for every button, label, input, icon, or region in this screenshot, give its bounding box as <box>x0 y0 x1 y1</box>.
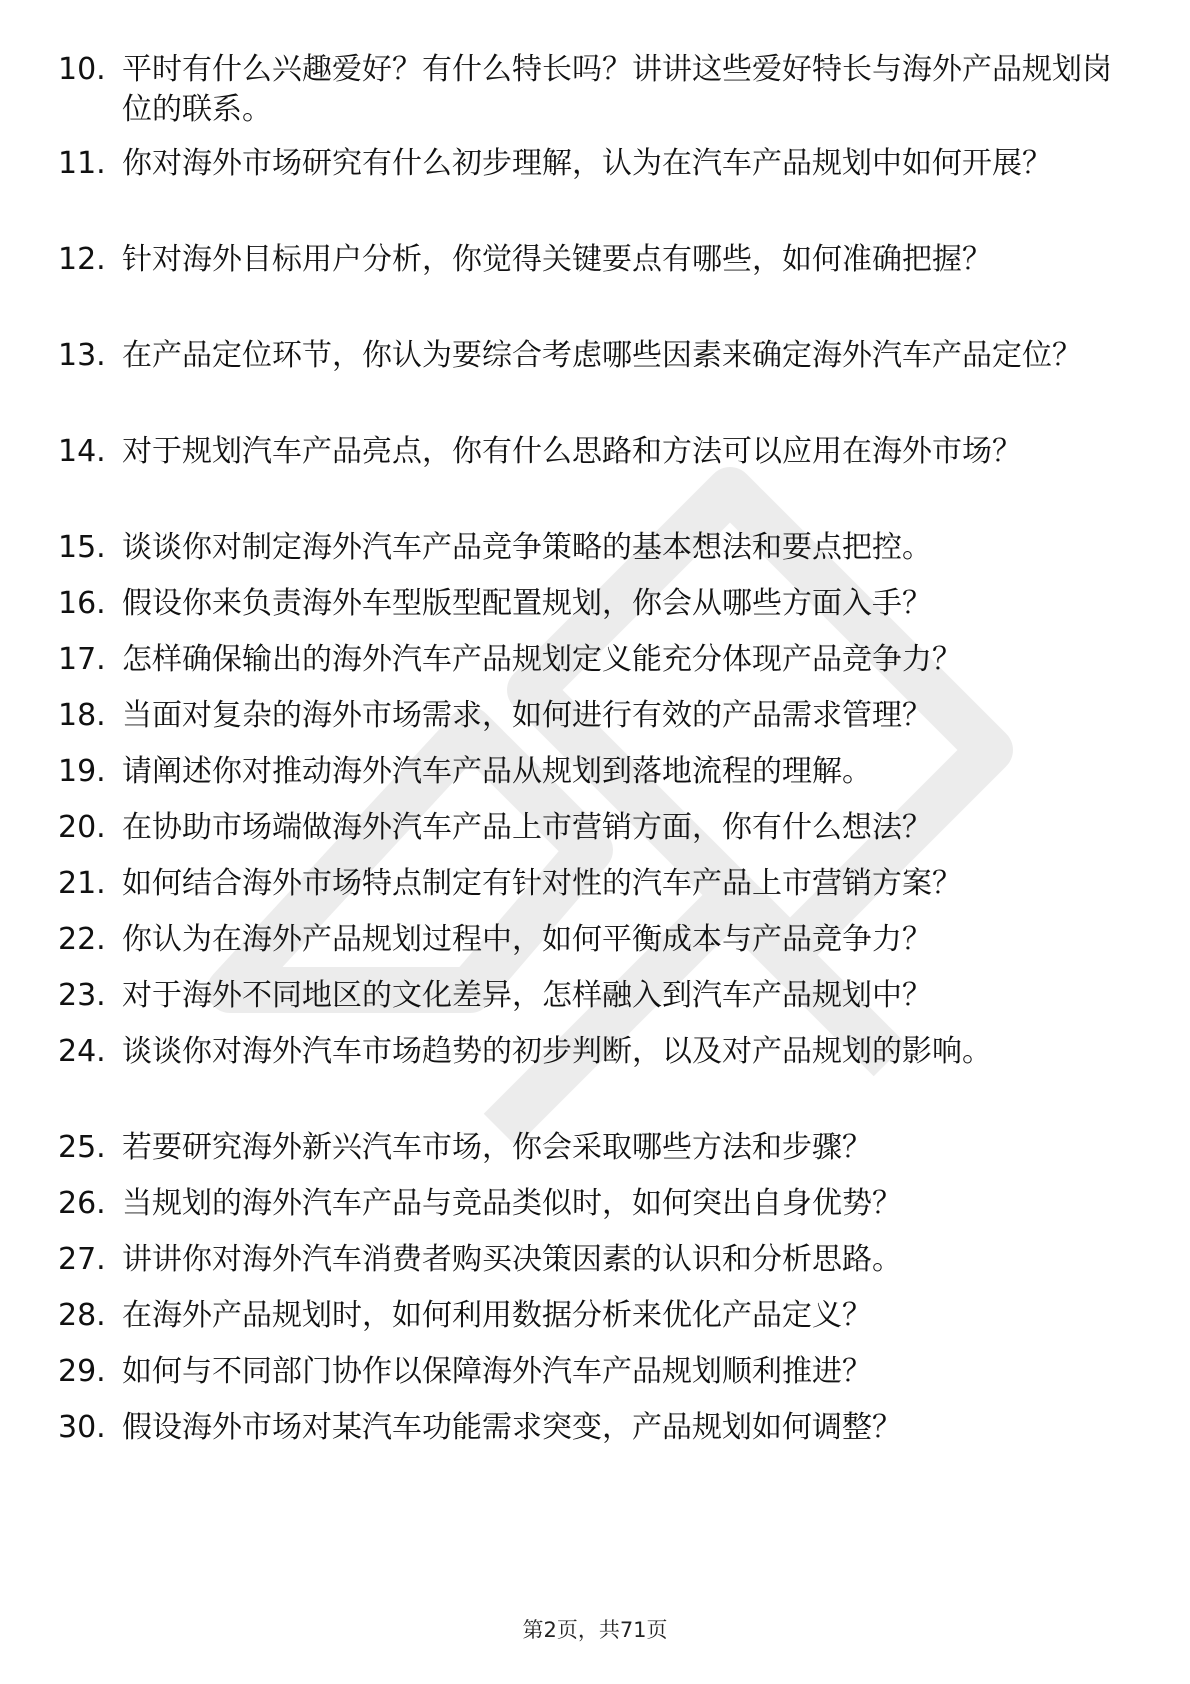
question-text: 对于规划汽车产品亮点，你有什么思路和方法可以应用在海外市场？ <box>122 434 1022 469</box>
question-number: 21. <box>58 866 106 901</box>
question-number: 19. <box>58 754 106 789</box>
question-item <box>58 864 1118 904</box>
question-text: 请阐述你对推动海外汽车产品从规划到落地流程的理解。 <box>122 754 872 789</box>
question-item <box>58 1184 1118 1224</box>
question-text: 假设海外市场对某汽车功能需求突变，产品规划如何调整？ <box>122 1410 902 1445</box>
question-number: 27. <box>58 1242 106 1277</box>
question-number: 26. <box>58 1186 106 1221</box>
question-text: 假设你来负责海外车型版型配置规划，你会从哪些方面入手？ <box>122 586 932 621</box>
question-number: 13. <box>58 338 106 373</box>
question-item <box>58 432 1118 472</box>
question-text: 如何与不同部门协作以保障海外汽车产品规划顺利推进？ <box>122 1354 872 1389</box>
question-number: 23. <box>58 978 106 1013</box>
question-number: 30. <box>58 1410 106 1445</box>
question-number: 29. <box>58 1354 106 1389</box>
question-item <box>58 584 1118 624</box>
question-item <box>58 1240 1118 1280</box>
question-item <box>58 528 1118 568</box>
page-footer: 第2页，共71页 <box>522 1618 668 1642</box>
question-item <box>58 808 1118 848</box>
question-text: 讲讲你对海外汽车消费者购买决策因素的认识和分析思路。 <box>122 1242 902 1277</box>
question-text: 谈谈你对海外汽车市场趋势的初步判断，以及对产品规划的影响。 <box>122 1034 992 1069</box>
question-text: 当面对复杂的海外市场需求，如何进行有效的产品需求管理？ <box>122 698 932 733</box>
question-number: 17. <box>58 642 106 677</box>
question-number: 16. <box>58 586 106 621</box>
question-item <box>58 976 1118 1016</box>
question-item <box>58 1032 1118 1072</box>
question-item <box>58 144 1118 184</box>
question-item <box>58 752 1118 792</box>
question-item <box>58 696 1118 736</box>
question-number: 20. <box>58 810 106 845</box>
question-item <box>58 336 1118 376</box>
question-item <box>58 50 1118 130</box>
question-text: 在海外产品规划时，如何利用数据分析来优化产品定义？ <box>122 1298 872 1333</box>
question-number: 15. <box>58 530 106 565</box>
question-number: 12. <box>58 242 106 277</box>
question-item <box>58 1296 1118 1336</box>
question-text: 你认为在海外产品规划过程中，如何平衡成本与产品竞争力？ <box>122 922 932 957</box>
question-text: 你对海外市场研究有什么初步理解，认为在汽车产品规划中如何开展？ <box>122 146 1052 181</box>
question-item <box>58 1128 1118 1168</box>
question-number: 18. <box>58 698 106 733</box>
question-text: 怎样确保输出的海外汽车产品规划定义能充分体现产品竞争力？ <box>122 642 962 677</box>
question-number: 11. <box>58 146 106 181</box>
question-text: 若要研究海外新兴汽车市场，你会采取哪些方法和步骤？ <box>122 1130 872 1165</box>
question-item <box>58 240 1118 280</box>
question-number: 10. <box>58 52 106 87</box>
question-text: 在协助市场端做海外汽车产品上市营销方面，你有什么想法？ <box>122 810 932 845</box>
question-text: 当规划的海外汽车产品与竞品类似时，如何突出自身优势？ <box>122 1186 902 1221</box>
question-item <box>58 1408 1118 1448</box>
question-text: 平时有什么兴趣爱好？有什么特长吗？讲讲这些爱好特长与海外产品规划岗位的联系。 <box>122 52 1112 127</box>
question-text: 对于海外不同地区的文化差异，怎样融入到汽车产品规划中？ <box>122 978 932 1013</box>
question-text: 如何结合海外市场特点制定有针对性的汽车产品上市营销方案？ <box>122 866 962 901</box>
question-number: 14. <box>58 434 106 469</box>
question-number: 25. <box>58 1130 106 1165</box>
question-item <box>58 920 1118 960</box>
question-text: 针对海外目标用户分析，你觉得关键要点有哪些，如何准确把握？ <box>122 242 992 277</box>
question-item <box>58 640 1118 680</box>
question-text: 谈谈你对制定海外汽车产品竞争策略的基本想法和要点把控。 <box>122 530 932 565</box>
question-item <box>58 1352 1118 1392</box>
question-number: 28. <box>58 1298 106 1333</box>
question-number: 22. <box>58 922 106 957</box>
question-text: 在产品定位环节，你认为要综合考虑哪些因素来确定海外汽车产品定位？ <box>122 338 1082 373</box>
question-number: 24. <box>58 1034 106 1069</box>
